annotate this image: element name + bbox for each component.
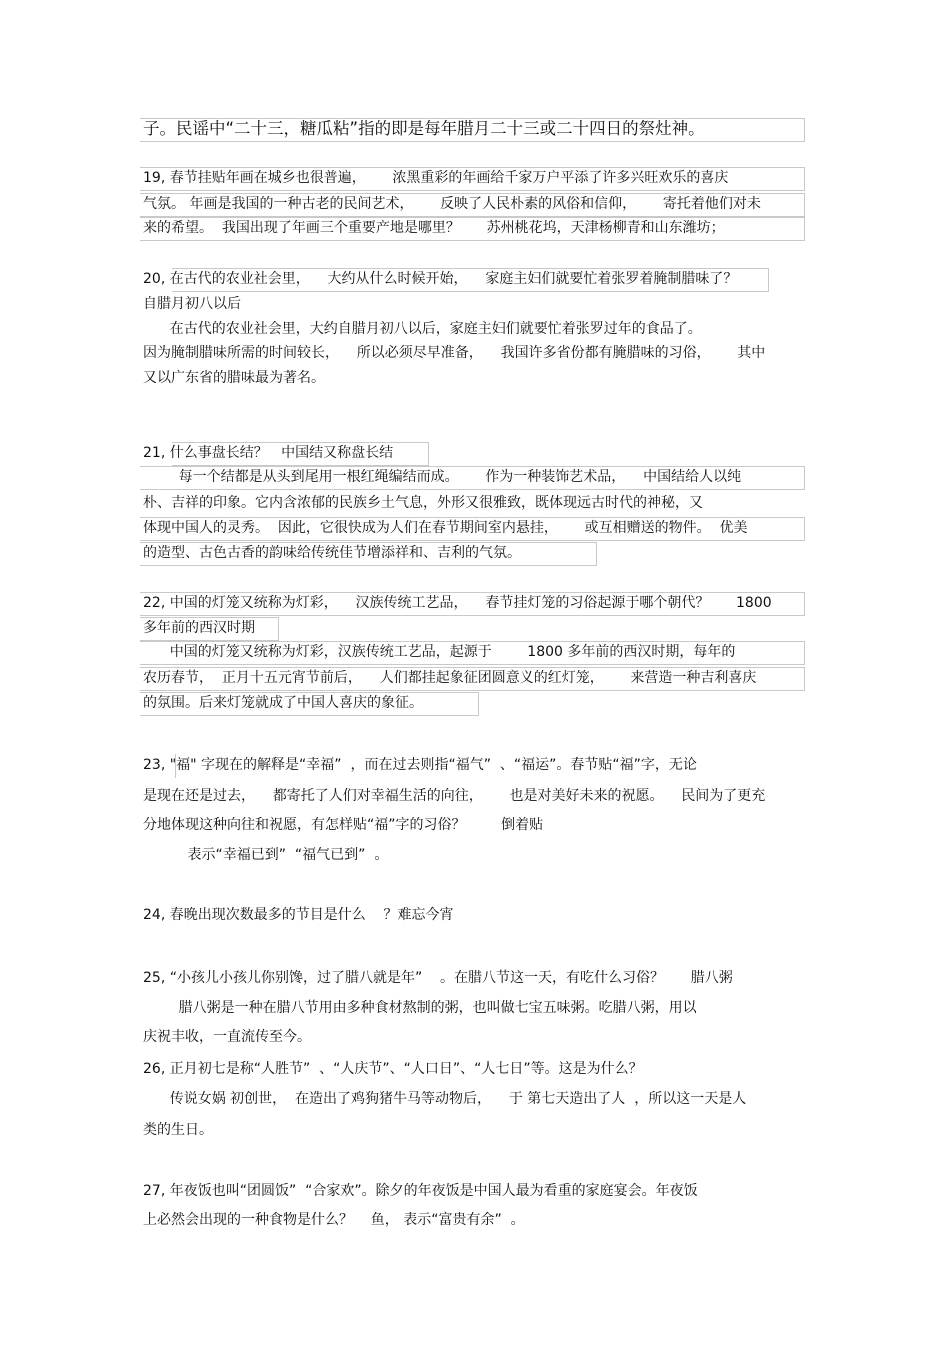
question-24-line: 24, 春晚出现次数最多的节目是什么 ？难忘今宵 [143, 907, 454, 923]
question-23-line-1: 23, "福" 字现在的解释是“幸福” ，而在过去则指“福气” 、“福运”。春节贴“福”字，无论 [143, 757, 697, 773]
text-line: 子。民谣中“二十三，糖瓜粘”指的即是每年腊月二十三或二十四日的祭灶神。 [143, 119, 705, 138]
question-20-line-4: 因为腌制腊味所需的时间较长， 所以必须尽早准备， 我国许多省份都有腌腊味的习俗， 其中 [143, 345, 766, 361]
question-21-line-4: 体现中国人的灵秀。 因此，它很快成为人们在春节期间室内悬挂， 或互相赠送的物件。 优美 [143, 520, 748, 536]
question-21-line-3: 朴、吉祥的印象。它内含浓郁的民族乡土气息，外形又很雅致，既体现远古时代的神秘，又 [143, 495, 703, 511]
question-20-answer: 自腊月初八以后 [143, 296, 241, 312]
question-21-line-2: 每一个结都是从头到尾用一根红绳编结而成。 作为一种装饰艺术品， 中国结给人以纯 [143, 469, 742, 485]
question-20-line-1: 20, 在古代的农业社会里， 大约从什么时候开始， 家庭主妇们就要忙着张罗着腌制腊味了？ [143, 271, 738, 287]
question-22-answer: 多年前的西汉时期 [143, 620, 255, 636]
question-23-line-2: 是现在还是过去， 都寄托了人们对幸福生活的向往， 也是对美好未来的祝愿。 民间为了更充 [143, 788, 766, 804]
question-25-line-3: 庆祝丰收，一直流传至今。 [143, 1029, 311, 1045]
question-19-line-3: 来的希望。 我国出现了年画三个重要产地是哪里？ 苏州桃花坞，天津杨柳青和山东潍坊； [143, 220, 725, 236]
question-19-line-1: 19, 春节挂贴年画在城乡也很普遍， 浓黑重彩的年画给千家万户平添了许多兴旺欢乐的喜庆 [143, 170, 729, 186]
question-26-line-1: 26, 正月初七是称“人胜节” 、“人庆节”、“人口日”、“人七日”等。这是为什么？ [143, 1061, 643, 1077]
question-23-line-3: 分地体现这种向往和祝愿，有怎样贴“福”字的习俗？ 倒着贴 [143, 817, 544, 833]
question-20-line-5: 又以广东省的腊味最为著名。 [143, 370, 325, 386]
question-21-line-5: 的造型、古色古香的韵味给传统佳节增添祥和、吉利的气氛。 [143, 545, 521, 561]
question-27-line-1: 27, 年夜饭也叫“团圆饭” “合家欢”。除夕的年夜饭是中国人最为看重的家庭宴会。年夜饭 [143, 1183, 698, 1199]
question-22-line-5: 的氛围。后来灯笼就成了中国人喜庆的象征。 [143, 695, 423, 711]
question-26-line-2: 传说女娲 初创世， 在造出了鸡狗猪牛马等动物后， 于 第七天造出了人 ，所以这一天是人 [143, 1091, 747, 1107]
question-19-line-2: 气氛。 年画是我国的一种古老的民间艺术， 反映了人民朴素的风俗和信仰， 寄托着他们对未 [143, 196, 761, 212]
question-22-line-4: 农历春节， 正月十五元宵节前后， 人们都挂起象征团圆意义的红灯笼， 来营造一种吉利喜庆 [143, 670, 757, 686]
question-26-line-3: 类的生日。 [143, 1122, 213, 1138]
question-27-line-2: 上必然会出现的一种食物是什么？ 鱼， 表示“富贵有余” 。 [143, 1212, 525, 1228]
question-23-line-4: 表示“幸福已到” “福气已到” 。 [143, 847, 389, 863]
question-25-line-2: 腊八粥是一种在腊八节用由多种食材熬制的粥，也叫做七宝五味粥。吃腊八粥，用以 [143, 1000, 697, 1016]
question-22-line-1: 22, 中国的灯笼又统称为灯彩， 汉族传统工艺品， 春节挂灯笼的习俗起源于哪个朝代？ 1800 [143, 595, 772, 611]
question-21-line-1: 21, 什么事盘长结？ 中国结又称盘长结 [143, 445, 394, 461]
question-25-line-1: 25, “小孩儿小孩儿你别馋，过了腊八就是年” 。在腊八节这一天，有吃什么习俗？ 腊八粥 [143, 970, 733, 986]
question-20-line-3: 在古代的农业社会里，大约自腊月初八以后，家庭主妇们就要忙着张罗过年的食品了。 [143, 321, 702, 337]
question-22-line-3: 中国的灯笼又统称为灯彩，汉族传统工艺品，起源于 1800 多年前的西汉时期，每年的 [143, 644, 736, 660]
